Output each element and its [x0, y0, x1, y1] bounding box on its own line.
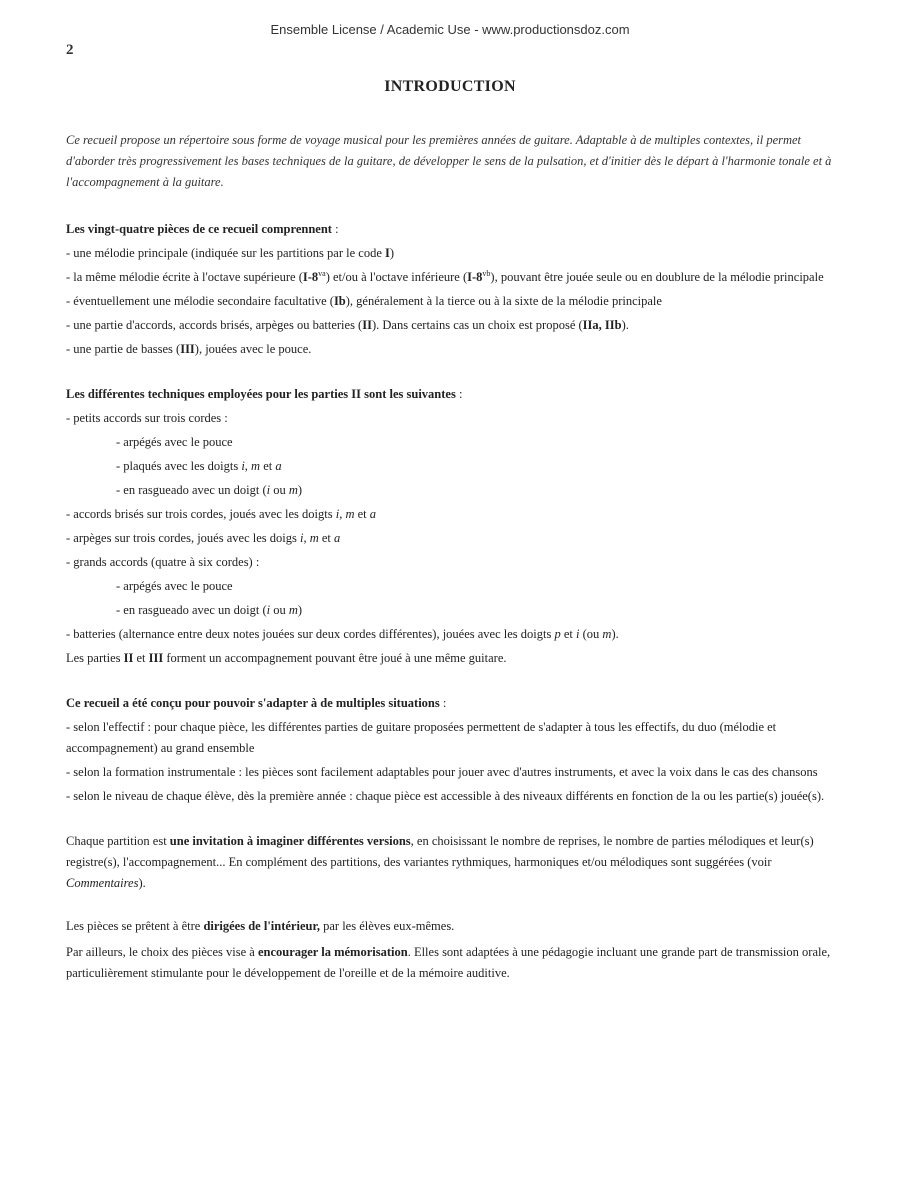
list-item: - accords brisés sur trois cordes, joués avec les doigts i, m et a — [66, 507, 377, 521]
paragraph-versions: Chaque partition est une invitation à imaginer différentes versions, en choisissant le nombre de reprises, le nombre de parties mélodiques et leur(s) registre(s), l'accompagnement... En complément des partitions, des variantes rythmiques, harmoniques et/ou mélodiques sont suggérées (voir Commentaires). — [66, 834, 814, 890]
intro-paragraph: Ce recueil propose un répertoire sous forme de voyage musical pour les premières années de guitare. Adaptable à de multiples contextes, il permet d'aborder très progressivement les bases techniques de la guitare, de développer le sens de la pulsation, et d'initier dès le départ à l'harmonie tonale et à l'accompagnement à la guitare. — [66, 133, 832, 189]
page-title: INTRODUCTION — [384, 78, 516, 95]
list-item: - batteries (alternance entre deux notes jouées sur deux cordes différentes), jouées avec les doigts p et i (ou m). — [66, 627, 619, 641]
page-number: 2 — [66, 42, 74, 58]
list-item: - grands accords (quatre à six cordes) : — [66, 555, 260, 569]
list-item: - une mélodie principale (indiquée sur les partitions par le code I) — [66, 246, 395, 260]
list-item: - plaqués avec les doigts i, m et a — [116, 459, 282, 473]
list-item: - une partie d'accords, accords brisés, arpèges ou batteries (II). Dans certains cas un choix est proposé (IIa, IIb). — [66, 318, 629, 332]
page-header: Ensemble License / Academic Use - www.productionsdoz.com — [270, 22, 630, 37]
list-item: - la même mélodie écrite à l'octave supérieure $(I-8^{va})$ et/ou à l'octave inférieure $(I-8^{vb})$, pouvant être jouée seule ou en doublure de la mélodie principale — [66, 269, 824, 284]
list-item: - éventuellement une mélodie secondaire facultative (Ib), généralement à la tierce ou à la sixte de la mélodie principale — [66, 294, 662, 308]
list-item: - selon l'effectif : pour chaque pièce, les différentes parties de guitare proposées permettent de s'adapter à tous les effectifs, du duo (mélodie et accompagnement) au grand ensemble — [66, 720, 777, 755]
summary-line: Les parties II et III forment un accompagnement pouvant être joué à une même guitare. — [66, 651, 507, 665]
paragraph-direction: Les pièces se prêtent à être dirigées de l'intérieur, par les élèves eux-mêmes. — [66, 919, 455, 933]
section-heading: Ce recueil a été conçu pour pouvoir s'adapter à de multiples situations : — [66, 696, 447, 710]
page-body — [66, 130, 834, 984]
list-item: - en rasgueado avec un doigt (i ou m) — [116, 603, 303, 617]
list-item: - arpégés avec le pouce — [116, 579, 233, 593]
list-item: - une partie de basses (III), jouées avec le pouce. — [66, 342, 312, 356]
list-item: - petits accords sur trois cordes : — [66, 411, 228, 425]
list-item: - en rasgueado avec un doigt (i ou m) — [116, 483, 303, 497]
list-item: - selon la formation instrumentale : les pièces sont facilement adaptables pour jouer avec d'autres instruments, et avec la voix dans le cas des chansons — [66, 765, 818, 779]
section-heading: Les vingt-quatre pièces de ce recueil comprennent : — [66, 222, 339, 236]
list-item: - arpèges sur trois cordes, joués avec les doigs i, m et a — [66, 531, 341, 545]
section-heading: Les différentes techniques employées pour les parties II sont les suivantes : — [66, 387, 463, 401]
list-item: - selon le niveau de chaque élève, dès la première année : chaque pièce est accessible à des niveaux différents en fonction de la ou les partie(s) jouée(s). — [66, 789, 825, 803]
paragraph-memorisation: Par ailleurs, le choix des pièces vise à encourager la mémorisation. Elles sont adaptées à une pédagogie incluant une grande part de transmission orale, particulièrement stimulante pour le développement de l'oreille et de la mémoire auditive. — [66, 945, 831, 980]
list-item: - arpégés avec le pouce — [116, 435, 233, 449]
